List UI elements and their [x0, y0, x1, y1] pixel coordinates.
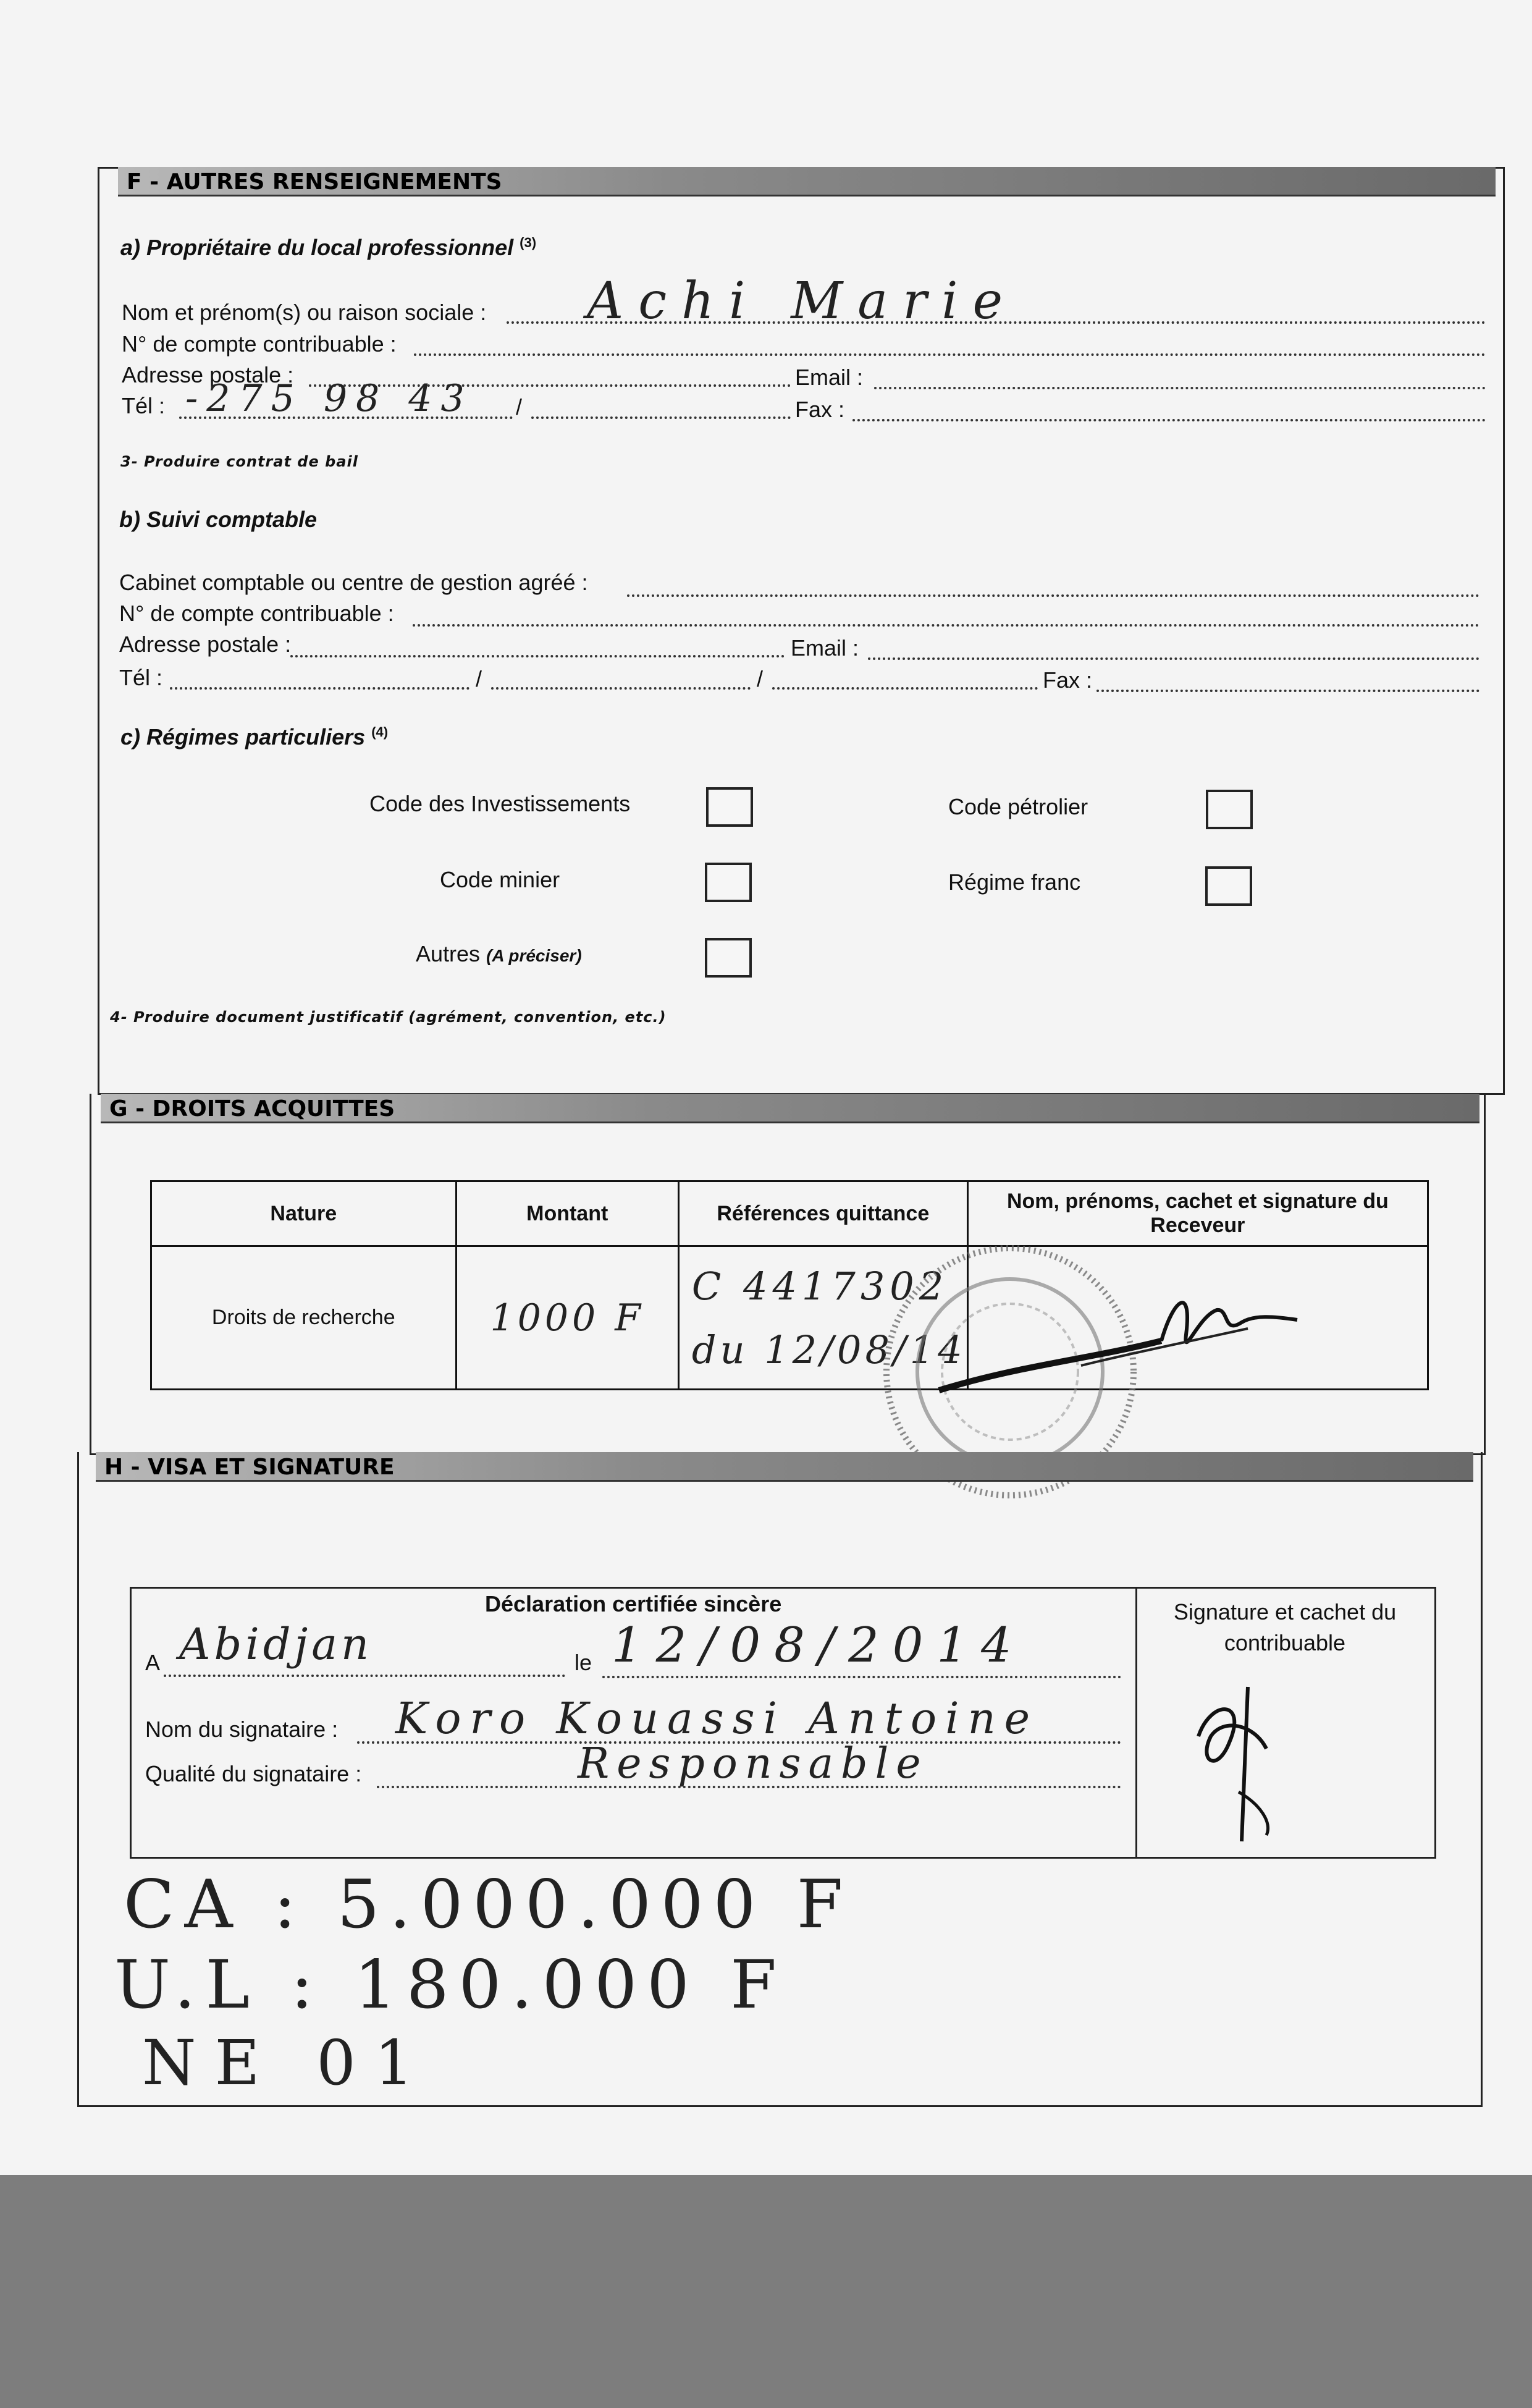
owner-tel2-field[interactable] — [531, 416, 791, 419]
date-label: le — [574, 1650, 592, 1675]
owner-fax-field[interactable] — [852, 419, 1486, 421]
owner-fax-label: Fax : — [795, 397, 845, 422]
owner-email-label: Email : — [795, 365, 864, 390]
note-ne: NE 01 — [142, 2027, 432, 2099]
option-investissements-label: Code des Investissements — [369, 791, 631, 816]
accounting-slash-1: / — [476, 666, 482, 691]
cabinet-label: Cabinet comptable ou centre de gestion agréé : — [119, 570, 588, 595]
accounting-email-field[interactable] — [868, 657, 1479, 660]
contribuable-signature-label: Signature et cachet du contribuable — [1173, 1599, 1397, 1655]
option-autres-checkbox[interactable] — [705, 938, 752, 978]
lieu-value: Abidjan — [179, 1619, 373, 1670]
regimes-heading: c) Régimes particuliers $^{(4)}$ — [120, 724, 389, 750]
section-f-title: F - AUTRES RENSEIGNEMENTS — [127, 169, 502, 195]
section-h-title: H - VISA ET SIGNATURE — [104, 1455, 395, 1480]
col-nature: Nature — [151, 1181, 457, 1246]
declaration-divider — [1135, 1587, 1137, 1859]
lieu-label: A — [145, 1650, 161, 1675]
accounting-address-label: Adresse postale : — [119, 632, 292, 657]
contribuable-signature — [1174, 1681, 1334, 1848]
owner-account-field[interactable] — [414, 353, 1486, 356]
qualite-value: Responsable — [578, 1739, 928, 1788]
date-field[interactable] — [602, 1676, 1121, 1678]
section-h-header — [96, 1452, 1473, 1482]
receveur-signature — [927, 1261, 1322, 1409]
option-petrolier-label: Code pétrolier — [948, 794, 1088, 819]
accounting-tel-label: Tél : — [119, 665, 163, 690]
section-g-title: G - DROITS ACQUITTES — [109, 1096, 395, 1122]
accounting-email-label: Email : — [791, 635, 859, 661]
accounting-slash-2: / — [757, 666, 764, 691]
accounting-fax-label: Fax : — [1043, 667, 1093, 693]
col-receveur: Nom, prénoms, cachet et signature du Receveur — [967, 1181, 1428, 1246]
cell-montant: 1000 F — [456, 1246, 678, 1390]
cell-nature: Droits de recherche — [151, 1246, 457, 1390]
accounting-account-field[interactable] — [413, 624, 1479, 627]
note-ca: CA : 5.000.000 F — [124, 1866, 853, 1943]
accounting-tel-field[interactable] — [170, 687, 469, 690]
note-3: 3- Produire contrat de bail — [120, 453, 358, 470]
accounting-account-label: N° de compte contribuable : — [119, 601, 394, 626]
accounting-fax-field[interactable] — [1096, 690, 1479, 692]
cabinet-field[interactable] — [627, 594, 1479, 597]
option-investissements-checkbox[interactable] — [706, 787, 753, 827]
col-montant: Montant — [456, 1181, 678, 1246]
owner-heading: a) Propriétaire du local professionnel $^{(3)}$ — [120, 235, 537, 260]
declaration-title: Déclaration certifiée sincère — [485, 1591, 782, 1616]
owner-address-label: Adresse postale : — [122, 362, 294, 387]
owner-tel-slash: / — [516, 394, 523, 420]
option-minier-checkbox[interactable] — [705, 863, 752, 902]
cell-reference: C 4417302 du 12/08/14 — [678, 1246, 967, 1390]
owner-name-label: Nom et prénom(s) ou raison sociale : — [122, 300, 487, 325]
owner-email-field[interactable] — [874, 387, 1486, 389]
signataire-value: Koro Kouassi Antoine — [395, 1693, 1039, 1744]
option-petrolier-checkbox[interactable] — [1206, 790, 1253, 829]
note-4: 4- Produire document justificatif (agrément, convention, etc.) — [110, 1008, 667, 1026]
col-reference: Références quittance — [678, 1181, 967, 1246]
owner-name-value: Achi Marie — [587, 272, 1018, 331]
option-franc-label: Régime franc — [948, 869, 1081, 895]
option-autres-label: Autres (A préciser) — [416, 941, 582, 966]
accounting-tel3-field[interactable] — [772, 687, 1038, 690]
accounting-heading: b) Suivi comptable — [119, 507, 318, 532]
section-g-header — [101, 1094, 1479, 1123]
owner-tel-value: -275 98 43 — [185, 377, 473, 420]
qualite-label: Qualité du signataire : — [145, 1761, 362, 1786]
note-ul: U.L : 180.000 F — [114, 1946, 787, 2024]
signataire-label: Nom du signataire : — [145, 1717, 339, 1742]
owner-tel-label: Tél : — [122, 393, 166, 418]
option-minier-label: Code minier — [440, 867, 560, 892]
lieu-field[interactable] — [164, 1675, 565, 1677]
accounting-tel2-field[interactable] — [491, 687, 751, 690]
option-franc-checkbox[interactable] — [1205, 866, 1252, 906]
section-f-header — [118, 167, 1496, 196]
date-value: 12/08/2014 — [612, 1618, 1025, 1673]
accounting-address-field[interactable] — [290, 655, 785, 657]
owner-account-label: N° de compte contribuable : — [122, 331, 397, 357]
